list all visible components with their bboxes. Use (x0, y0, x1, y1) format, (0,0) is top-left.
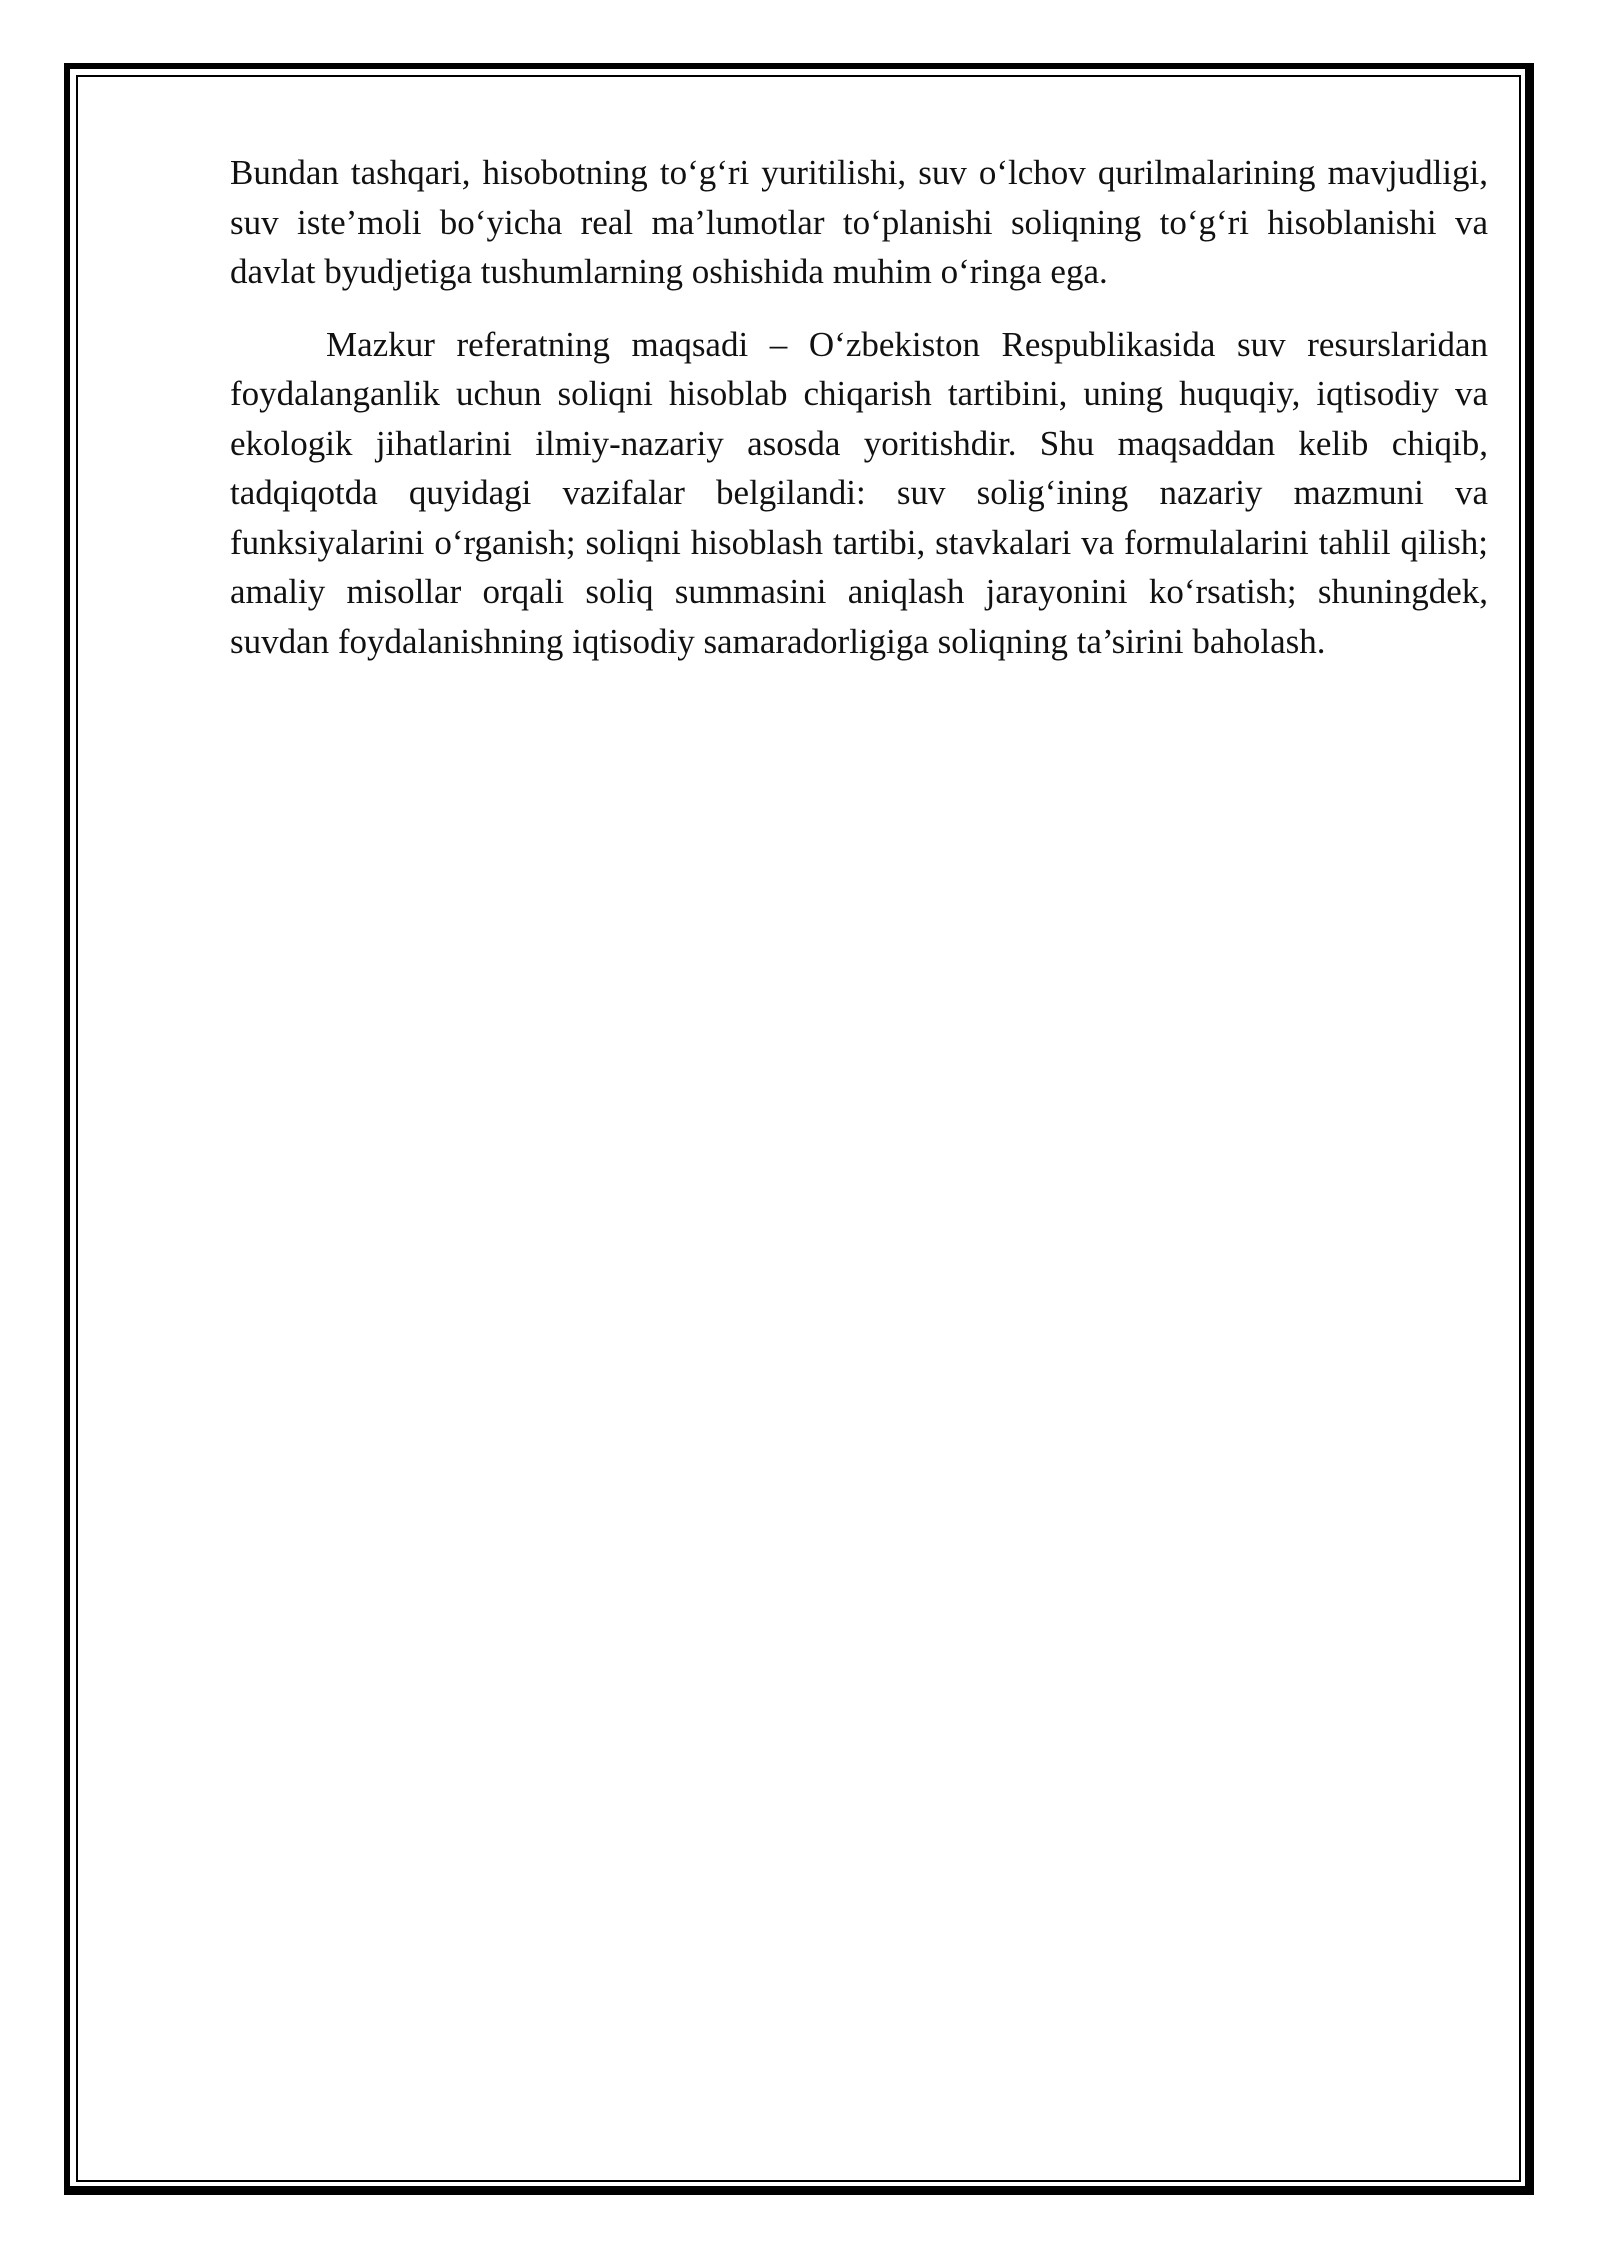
paragraph-1: Bundan tashqari, hisobotning to‘g‘ri yuritilishi, suv o‘lchov qurilmalarining mavjudligi, suv iste’moli bo‘yicha real ma’lumotlar to‘planishi soliqning to‘g‘ri hisoblanishi va davlat byudjetiga tushumlarning oshishida muhim o‘ringa ega. (230, 153, 1488, 291)
document-body (230, 148, 1488, 666)
paragraph-2: Mazkur referatning maqsadi – O‘zbekiston Respublikasida suv resurslaridan foydalanganlik uchun soliqni hisoblab chiqarish tartibini, uning huquqiy, iqtisodiy va ekologik jihatlarini ilmiy-nazariy asosda yoritishdir. Shu maqsaddan kelib chiqib, tadqiqotda quyidagi vazifalar belgilandi: suv solig‘ining nazariy mazmuni va funksiyalarini o‘rganish; soliqni hisoblash tartibi, stavkalari va formulalarini tahlil qilish; amaliy misollar orqali soliq summasini aniqlash jarayonini ko‘rsatish; shuningdek, suvdan foydalanishning iqtisodiy samaradorligiga soliqning ta’sirini baholash. (230, 324, 1488, 661)
